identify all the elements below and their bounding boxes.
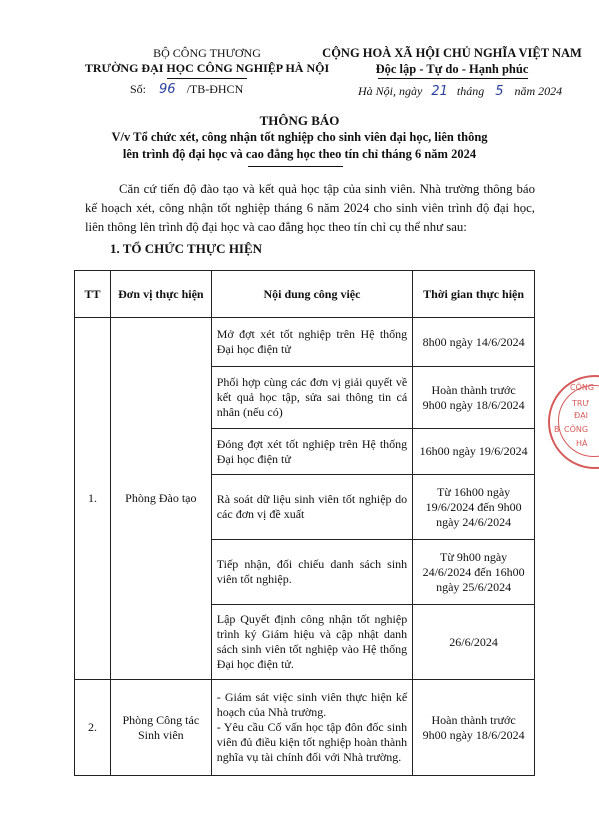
intro-paragraph: Căn cứ tiến độ đào tạo và kết quả học tập của sinh viên. Nhà trường thông báo kế hoạch xét, công nhận tốt nghiệp tháng 6 năm 2024 cho sinh viên trình độ đại học, liên thông lên trình độ đại học và cao đẳng học theo tín chỉ cụ thể như sau:: [85, 182, 535, 234]
row-number: 1.: [75, 318, 111, 680]
doc-number-suffix: /TB-ĐHCN: [186, 82, 244, 96]
doc-number-value: 96: [159, 82, 176, 97]
date-prefix: Hà Nội, ngày: [358, 84, 423, 98]
stamp-text: B: [554, 425, 560, 434]
task-cell: Lập Quyết định công nhận tốt nghiệp trình ký Giám hiệu và cập nhật danh sách sinh viên tốt nghiệp vào Hệ thống Đại học điện tử.: [211, 605, 412, 680]
time-cell: Từ 9h00 ngày 24/6/2024 đến 16h00 ngày 25/6/2024: [413, 540, 535, 605]
date-month: 5: [495, 84, 504, 99]
table-header-row: [75, 271, 535, 318]
task-cell: Phối hợp cùng các đơn vị giải quyết về kết quả học tập, sửa sai thông tin cá nhân (nếu có): [211, 367, 412, 429]
task-cell: Đóng đợt xét tốt nghiệp trên Hệ thống Đại học điện tử: [211, 429, 412, 475]
date-month-label: tháng: [456, 84, 485, 98]
motto: Độc lập - Tự do - Hạnh phúc: [375, 62, 529, 76]
table-row: [75, 318, 535, 367]
date-day: 21: [431, 84, 448, 99]
task-line: - Yêu cầu Cố vấn học tập đôn đốc sinh viên đủ điều kiện tốt nghiệp hoàn thành nghĩa vụ tài chính đối với Nhà trường.: [216, 720, 408, 764]
stamp-text: HÀ: [576, 439, 588, 448]
notice-subject-line1: V/v Tổ chức xét, công nhận tốt nghiệp cho sinh viên đại học, liên thông: [111, 130, 488, 144]
title-underline: [248, 166, 343, 167]
school-underline: [167, 78, 247, 79]
table-row: [75, 680, 535, 776]
task-cell: Tiếp nhận, đối chiếu danh sách sinh viên tốt nghiệp.: [211, 540, 412, 605]
header-time: Thời gian thực hiện: [413, 271, 535, 318]
time-cell: 26/6/2024: [413, 605, 535, 680]
time-cell: 16h00 ngày 19/6/2024: [413, 429, 535, 475]
task-line: - Giám sát việc sinh viên thực hiện kế hoạch của Nhà trường.: [216, 690, 408, 719]
section-heading: 1. TỔ CHỨC THỰC HIỆN: [110, 241, 263, 256]
school-name: TRƯỜNG ĐẠI HỌC CÔNG NGHIỆP HÀ NỘI: [84, 61, 330, 75]
notice-subject-line2: lên trình độ đại học và cao đẳng học theo tín chỉ tháng 6 năm 2024: [122, 147, 477, 161]
official-stamp: [548, 375, 599, 469]
task-cell: [211, 680, 412, 776]
task-cell: Rà soát dữ liệu sinh viên tốt nghiệp do các đơn vị đề xuất: [211, 475, 412, 540]
notice-title: THÔNG BÁO: [259, 113, 340, 128]
time-cell: Hoàn thành trước 9h00 ngày 18/6/2024: [413, 367, 535, 429]
schedule-table: [74, 270, 535, 776]
doc-number-label: Số:: [130, 82, 147, 96]
task-cell: Mở đợt xét tốt nghiệp trên Hệ thống Đại học điện tử: [211, 318, 412, 367]
stamp-text: CÔNG: [564, 425, 589, 434]
doc-number: [130, 82, 243, 97]
time-cell: 8h00 ngày 14/6/2024: [413, 318, 535, 367]
time-cell: Từ 16h00 ngày 19/6/2024 đến 9h00 ngày 24/6/2024: [413, 475, 535, 540]
stamp-text: ĐẠI: [574, 411, 589, 420]
date-year: năm 2024: [514, 84, 563, 98]
header-tt: TT: [75, 271, 111, 318]
country-name: CỘNG HOÀ XÃ HỘI CHỦ NGHĨA VIỆT NAM: [322, 46, 582, 60]
unit-name: Phòng Đào tạo: [110, 318, 211, 680]
time-cell: Hoàn thành trước 9h00 ngày 18/6/2024: [413, 680, 535, 776]
row-number: 2.: [75, 680, 111, 776]
issue-date: [358, 84, 562, 99]
stamp-text: TRƯ: [572, 399, 590, 408]
header-task: Nội dung công việc: [211, 271, 412, 318]
motto-underline: [378, 78, 528, 79]
ministry-name: BỘ CÔNG THƯƠNG: [153, 46, 261, 60]
stamp-text: CÔNG: [570, 383, 595, 392]
header-unit: Đơn vị thực hiện: [110, 271, 211, 318]
unit-name: Phòng Công tác Sinh viên: [110, 680, 211, 776]
